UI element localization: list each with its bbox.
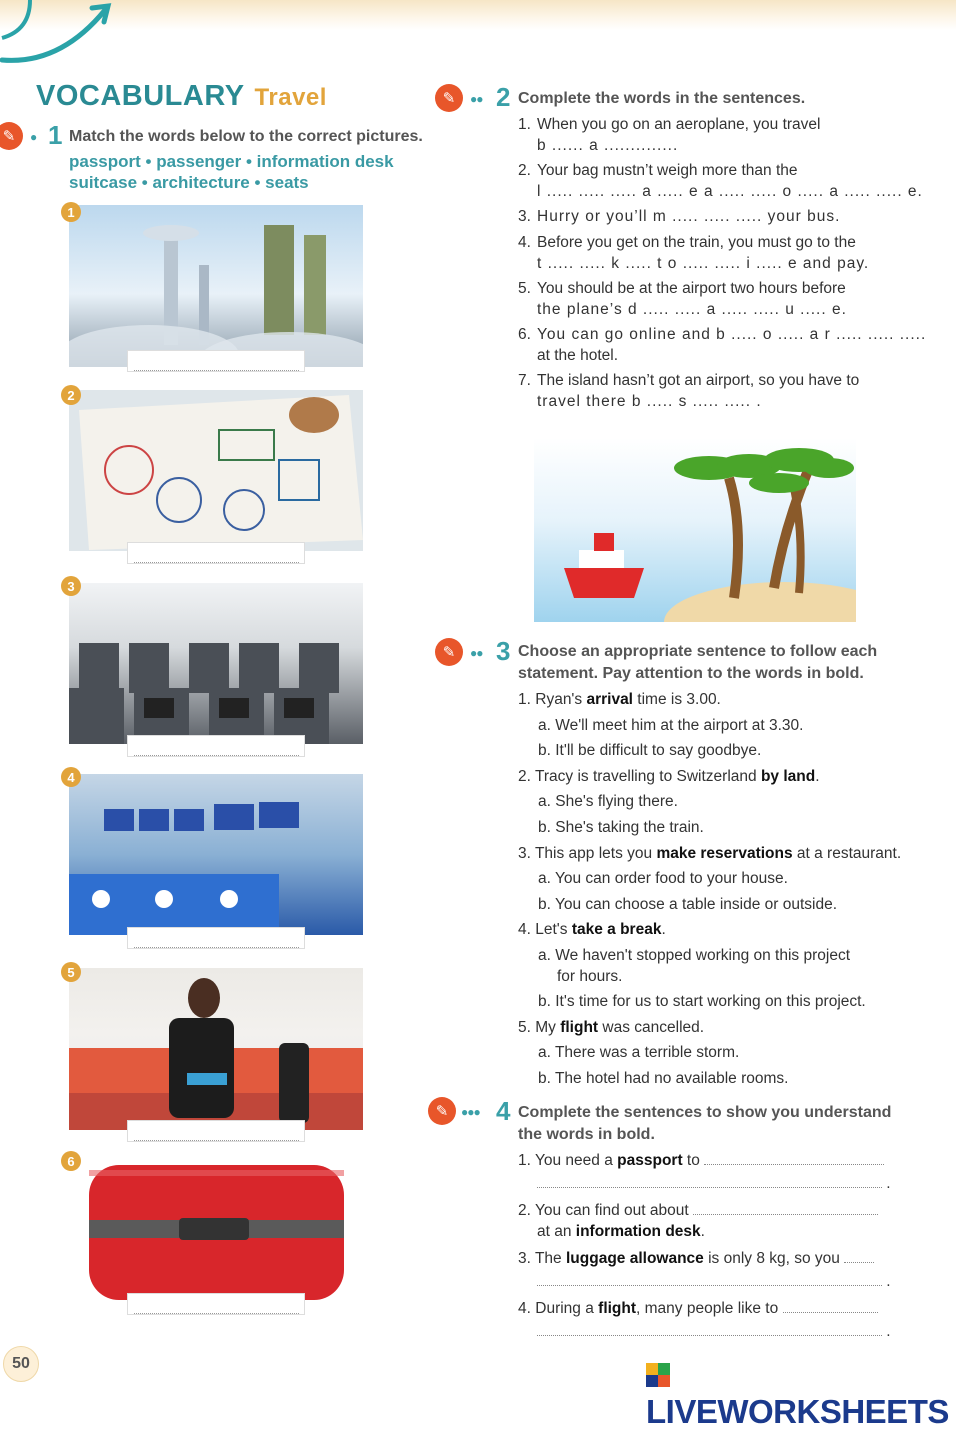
item-text: at a restaurant. xyxy=(792,844,902,862)
option-text: You can order food to your house. xyxy=(554,870,788,888)
option-text: You can choose a table inside or outside. xyxy=(554,895,838,913)
item-text: You can find out about xyxy=(534,1202,689,1219)
option-label: a. xyxy=(538,1044,551,1062)
answer-line[interactable] xyxy=(783,1312,878,1313)
item-number: 1. xyxy=(518,116,531,133)
answer-line[interactable] xyxy=(704,1164,884,1165)
item-text: to xyxy=(682,1152,700,1169)
item-text: at an xyxy=(537,1223,576,1240)
option-text: It'll be difficult to say goodbye. xyxy=(555,742,762,760)
picture-passport xyxy=(69,390,363,551)
difficulty-dots-icon: ●● xyxy=(470,92,483,106)
section-subtitle: Travel xyxy=(254,84,327,111)
option-text: for hours. xyxy=(557,967,623,985)
item-number: 4. xyxy=(518,234,531,251)
item-blank[interactable]: Hurry or you’ll m ..... ..... ..... your bus. xyxy=(537,208,841,225)
list-item xyxy=(518,114,938,160)
instruction-line: Choose an appropriate sentence to follow each xyxy=(518,643,878,660)
item-text: . xyxy=(661,921,666,939)
item-text: Before you get on the train, you must go to the xyxy=(537,234,856,251)
picture-seats xyxy=(69,583,363,744)
ex3-list xyxy=(518,689,938,1093)
item-text: . xyxy=(700,1223,705,1240)
list-item: 4. During a flight, many people like to . xyxy=(518,1300,891,1340)
list-item xyxy=(518,278,938,324)
option-b[interactable] xyxy=(518,991,938,1017)
bold-term: arrival xyxy=(586,691,633,708)
answer-line[interactable] xyxy=(537,1285,882,1286)
option-label: a. xyxy=(538,716,551,734)
option-label: b. xyxy=(538,992,551,1010)
list-item: 3. The luggage allowance is only 8 kg, so you . xyxy=(518,1250,891,1290)
list-item xyxy=(518,919,938,945)
difficulty-dots-icon: ●● xyxy=(470,646,483,660)
item-number: 2. xyxy=(518,767,531,785)
item-blank[interactable]: travel there b ..... s ..... ..... . xyxy=(537,393,762,410)
list-item: 1. You need a passport to . xyxy=(518,1152,891,1192)
ex4-instruction xyxy=(518,1102,891,1146)
option-text: She's taking the train. xyxy=(555,818,704,836)
item-number: 1. xyxy=(518,1152,531,1169)
swirl-arrow-icon xyxy=(0,0,130,70)
option-label: b. xyxy=(538,742,551,760)
list-item xyxy=(518,766,938,792)
bold-term: take a break xyxy=(571,921,662,939)
edit-icon[interactable]: ✎ xyxy=(435,638,463,666)
picture-number: 6 xyxy=(61,1151,81,1171)
answer-line[interactable] xyxy=(844,1262,874,1263)
item-text: time is 3.00. xyxy=(633,691,721,708)
ex2-number: 2 xyxy=(496,82,511,112)
ex2-list xyxy=(518,114,938,416)
wordbank-line: passport • passenger • information desk xyxy=(69,152,394,171)
item-text: During a xyxy=(535,1300,599,1317)
option-text: It's time for us to start working on this project. xyxy=(555,992,866,1010)
difficulty-dots-icon: ● xyxy=(30,130,37,144)
ex3-instruction xyxy=(518,641,877,685)
item-text: My xyxy=(535,1018,561,1036)
item-text: at the hotel. xyxy=(537,347,619,364)
option-b[interactable] xyxy=(518,740,938,766)
item-number: 6. xyxy=(518,326,531,343)
item-text: Let's xyxy=(535,921,572,939)
option-a[interactable] xyxy=(518,791,938,817)
item-blank[interactable]: b ...... a .............. xyxy=(537,137,679,154)
picture-number: 3 xyxy=(61,576,81,596)
answer-line[interactable] xyxy=(537,1187,882,1188)
item-text: Your bag mustn’t weigh more than the xyxy=(537,162,798,179)
item-text: When you go on an aeroplane, you travel xyxy=(537,116,821,133)
logo-text: LIVEWORKSHEETS xyxy=(646,1393,949,1430)
list-item xyxy=(518,689,938,715)
item-text: Ryan's xyxy=(535,691,587,708)
option-a[interactable] xyxy=(518,1042,938,1068)
item-number: 2. xyxy=(518,1202,531,1219)
list-item xyxy=(518,160,938,206)
bold-term: flight xyxy=(598,1300,637,1317)
instruction-line: Complete the sentences to show you understand xyxy=(518,1104,892,1121)
option-label: a. xyxy=(538,793,551,811)
edit-icon[interactable]: ✎ xyxy=(428,1097,456,1125)
option-text: The hotel had no available rooms. xyxy=(554,1069,789,1087)
item-number: 5. xyxy=(518,280,531,297)
item-number: 3. xyxy=(518,1250,531,1267)
answer-field-4[interactable] xyxy=(127,927,305,949)
wordbank-line: suitcase • architecture • seats xyxy=(69,173,309,192)
top-band xyxy=(0,0,956,30)
option-label: b. xyxy=(538,895,551,913)
answer-field-6[interactable] xyxy=(127,1293,305,1315)
option-text: We haven't stopped working on this project xyxy=(555,946,851,964)
item-number: 4. xyxy=(518,921,531,939)
item-blank[interactable]: the plane’s d ..... ..... a ..... ..... u ..... e. xyxy=(537,301,847,318)
option-b[interactable] xyxy=(518,894,938,920)
picture-number: 2 xyxy=(61,385,81,405)
item-number: 2. xyxy=(518,162,531,179)
answer-line[interactable] xyxy=(537,1335,882,1336)
list-item xyxy=(518,843,938,869)
edit-icon[interactable]: ✎ xyxy=(0,122,23,150)
item-number: 7. xyxy=(518,372,531,389)
option-label: b. xyxy=(538,1069,551,1087)
item-number: 5. xyxy=(518,1018,531,1036)
option-text: We'll meet him at the airport at 3.30. xyxy=(555,716,804,734)
bold-term: passport xyxy=(617,1152,683,1169)
item-blank[interactable]: l ..... ..... ..... a ..... e a ..... ..... o ..... a ..... ..... e. xyxy=(537,183,923,200)
answer-field-2[interactable] xyxy=(127,542,305,564)
item-number: 1. xyxy=(518,691,531,708)
ex3-number: 3 xyxy=(496,636,511,666)
item-number: 3. xyxy=(518,208,531,225)
item-text: is only 8 kg, so you xyxy=(703,1250,840,1267)
bold-term: information desk xyxy=(575,1223,701,1240)
answer-field-1[interactable] xyxy=(127,350,305,372)
bold-term: flight xyxy=(560,1018,599,1036)
list-item xyxy=(518,232,938,278)
item-text: Tracy is travelling to Switzerland xyxy=(534,767,761,785)
list-item xyxy=(518,206,938,232)
answer-field-5[interactable] xyxy=(127,1120,305,1142)
list-item xyxy=(518,1017,938,1043)
ex1-wordbank xyxy=(69,151,394,193)
picture-number: 1 xyxy=(61,202,81,222)
item-number: 4. xyxy=(518,1300,531,1317)
option-label: a. xyxy=(538,946,551,964)
picture-information-desk xyxy=(69,774,363,935)
bold-term: luggage allowance xyxy=(565,1250,704,1267)
option-a[interactable] xyxy=(518,868,938,894)
island-illustration xyxy=(534,438,856,622)
ex4-list xyxy=(518,1150,898,1348)
option-b[interactable] xyxy=(518,817,938,843)
item-text: You need a xyxy=(534,1152,618,1169)
picture-passenger xyxy=(69,968,363,1130)
answer-line[interactable] xyxy=(693,1214,878,1215)
option-label: b. xyxy=(538,818,551,836)
item-text: was cancelled. xyxy=(598,1018,705,1036)
picture-architecture xyxy=(69,205,363,367)
page-number: 50 xyxy=(3,1346,39,1382)
picture-number: 4 xyxy=(61,767,81,787)
section-title-main: VOCABULARY xyxy=(36,80,245,112)
item-text: . xyxy=(815,767,820,785)
liveworksheets-logo xyxy=(646,1355,956,1431)
item-blank[interactable]: t ..... ..... k ..... t o ..... ..... i ..... e and pay. xyxy=(537,255,870,272)
option-label: a. xyxy=(538,870,551,888)
item-number: 3. xyxy=(518,844,531,862)
bold-term: by land xyxy=(760,767,816,785)
list-item xyxy=(518,1200,898,1248)
item-text: The xyxy=(534,1250,566,1267)
instruction-line: the words in bold. xyxy=(518,1126,655,1143)
ex1-number: 1 xyxy=(48,120,63,150)
option-a[interactable] xyxy=(518,715,938,741)
picture-number: 5 xyxy=(61,962,81,982)
instruction-line: statement. Pay attention to the words in bold. xyxy=(518,665,864,682)
bold-term: make reservations xyxy=(656,844,793,862)
item-text: This app lets you xyxy=(534,844,657,862)
option-a[interactable] xyxy=(518,945,938,991)
picture-suitcase xyxy=(69,1160,363,1310)
option-text: She's flying there. xyxy=(555,793,678,811)
item-blank[interactable]: You can go online and b ..... o ..... a r ..... ..... ..... xyxy=(537,326,927,343)
item-text: The island hasn’t got an airport, so you have to xyxy=(537,372,860,389)
ex2-instruction: Complete the words in the sentences. xyxy=(518,90,806,107)
ex4-number: 4 xyxy=(496,1096,511,1126)
item-text: You should be at the airport two hours before xyxy=(537,280,846,297)
difficulty-dots-icon: ●●● xyxy=(461,1105,480,1119)
edit-icon[interactable]: ✎ xyxy=(435,84,463,112)
list-item xyxy=(518,324,938,370)
section-title xyxy=(36,80,327,113)
list-item xyxy=(518,370,938,416)
option-b[interactable] xyxy=(518,1068,938,1094)
answer-field-3[interactable] xyxy=(127,735,305,757)
item-text: , many people like to xyxy=(636,1300,779,1317)
logo-icon xyxy=(646,1363,670,1387)
ex1-instruction: Match the words below to the correct pictures. xyxy=(69,128,423,145)
option-text: There was a terrible storm. xyxy=(554,1044,740,1062)
